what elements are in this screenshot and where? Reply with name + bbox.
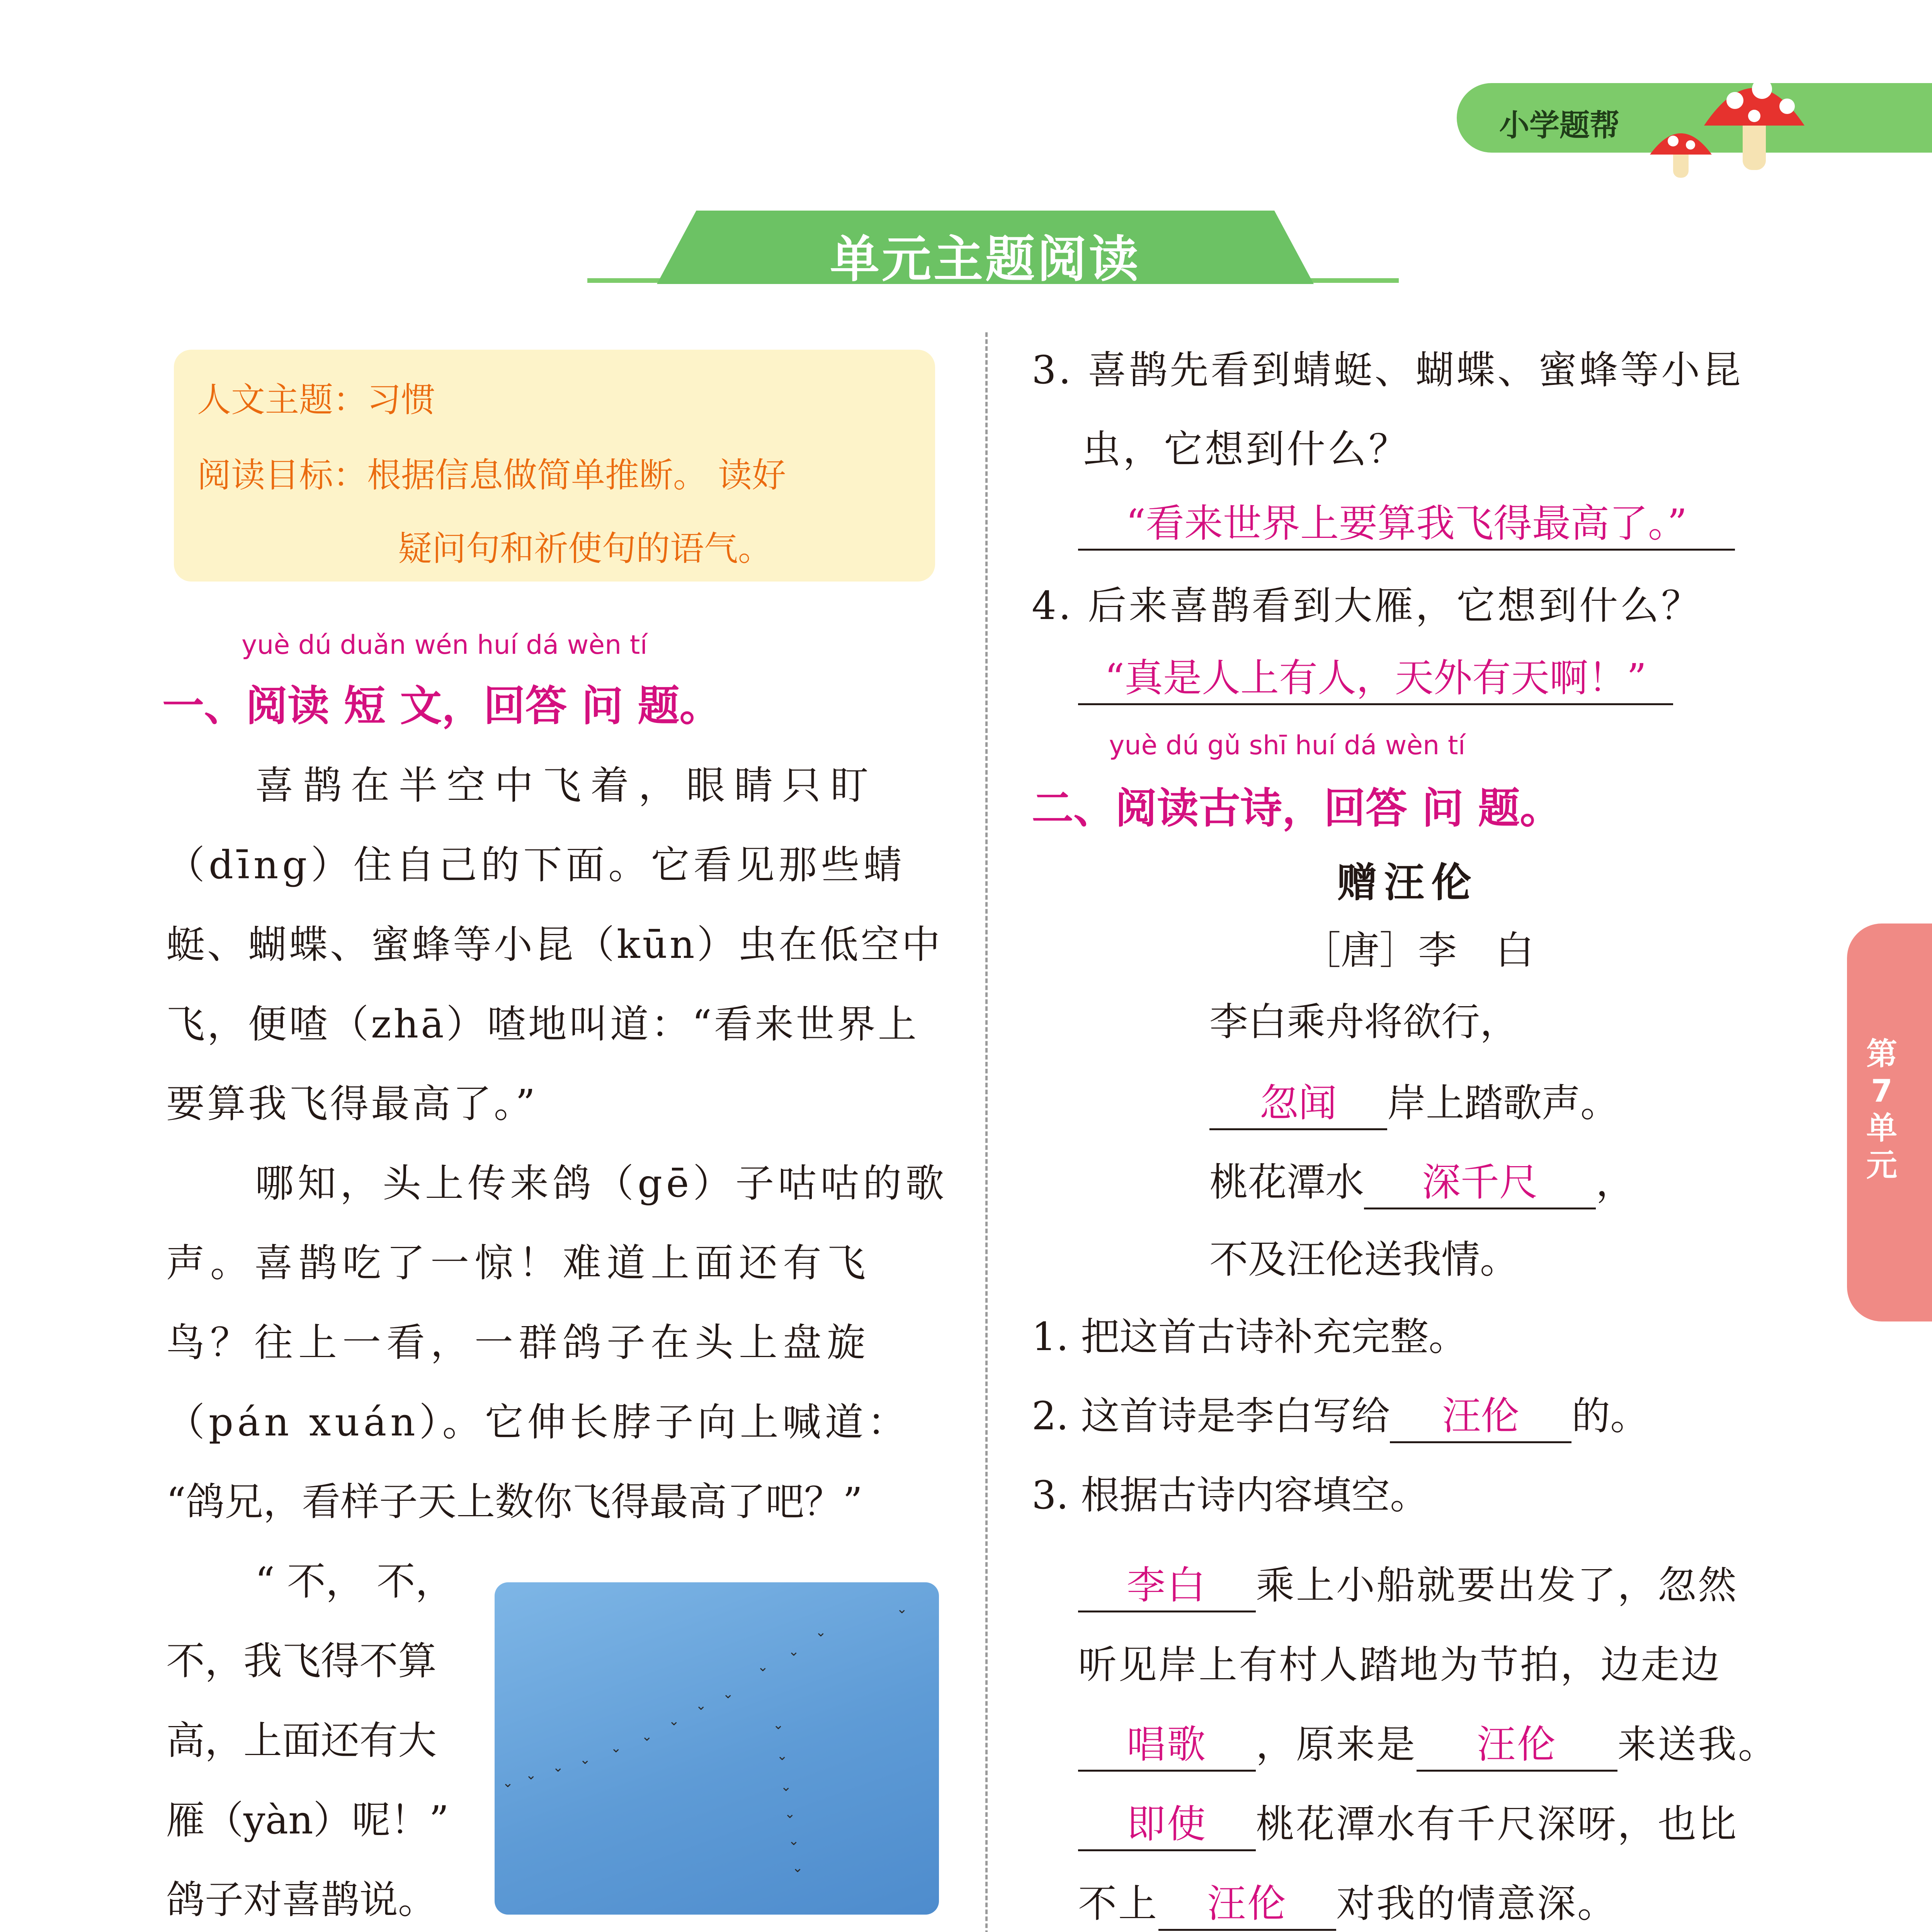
passage-line: 蜓、蝴蝶、蜜蜂等小昆（kūn）虫在低空中 [166, 922, 943, 967]
fill-text: 桃花潭水有千尺深呀，也比 [1256, 1801, 1738, 1847]
fill-answer[interactable]: 汪伦 [1417, 1719, 1617, 1772]
fill-line [1078, 1546, 1843, 1625]
svg-text:⌄: ⌄ [580, 1752, 591, 1767]
fill-text: ，原来是 [1256, 1722, 1417, 1767]
svg-text:⌄: ⌄ [773, 1717, 784, 1733]
s1-q4-answer[interactable]: “真是人上有人，天外有天啊！” [1078, 653, 1673, 705]
svg-text:⌄: ⌄ [792, 1860, 803, 1876]
passage-line: “鸽兄，看样子天上数你飞得最高了吧？” [166, 1479, 863, 1524]
fill-answer[interactable]: 唱歌 [1078, 1719, 1256, 1772]
fill-answer[interactable]: 李白 [1078, 1560, 1256, 1612]
geese-photo [495, 1582, 939, 1915]
passage-line: 鸽子对喜鹊说。 [166, 1877, 437, 1922]
unit-tab-label: 第7单元 [1866, 1036, 1897, 1183]
fill-answer[interactable]: 即使 [1078, 1799, 1256, 1851]
passage-line: 喜鹊在半空中飞着，眼睛只盯 [255, 763, 878, 808]
svg-text:⌄: ⌄ [896, 1601, 908, 1617]
svg-text:⌄: ⌄ [723, 1686, 734, 1702]
svg-text:⌄: ⌄ [553, 1760, 564, 1775]
s2-q1: 1. 把这首古诗补充完整。 [1032, 1314, 1468, 1359]
s1-q3-line2: 虫，它想到什么？ [1082, 427, 1410, 472]
poem-line2-rest: 岸上踏歌声。 [1387, 1080, 1619, 1126]
poem-line3-post: ， [1596, 1160, 1634, 1205]
s2-q2-post: 的。 [1571, 1393, 1649, 1439]
s2-fill [1078, 1546, 1843, 1932]
s2-q2-pre: 2. 这首诗是李白写给 [1032, 1393, 1390, 1439]
s2-q2-answer[interactable]: 汪伦 [1390, 1391, 1571, 1443]
s1-q3-line1: 3. 喜鹊先看到蜻蜓、蝴蝶、蜜蜂等小昆 [1032, 347, 1743, 393]
poem-blank2[interactable]: 深千尺 [1364, 1157, 1596, 1209]
poem-line4: 不及汪伦送我情。 [1209, 1237, 1519, 1282]
poem-line3 [1209, 1157, 1634, 1209]
passage-line: 雁（yàn）呢！” [166, 1798, 449, 1843]
s2-q2 [1032, 1391, 1649, 1443]
fill-text: 来送我。 [1617, 1722, 1778, 1767]
section1-heading: 一、阅读 短 文，回答 问 题。 [162, 682, 721, 730]
passage-line: 要算我飞得最高了。” [166, 1081, 538, 1126]
passage-line: “ 不， 不， [255, 1559, 454, 1604]
svg-text:⌄: ⌄ [668, 1713, 680, 1729]
passage-line: 高，上面还有大 [166, 1718, 437, 1763]
section1-pinyin: yuè dú duǎn wén huí dá wèn tí [242, 630, 648, 660]
svg-text:⌄: ⌄ [526, 1767, 537, 1783]
s2-q3: 3. 根据古诗内容填空。 [1032, 1473, 1429, 1518]
brand-name: 小学题帮 [1499, 108, 1620, 143]
fill-line [1078, 1864, 1843, 1932]
fill-answer[interactable]: 汪伦 [1158, 1879, 1336, 1931]
passage-line: 飞，便喳（zhā）喳地叫道：“看来世界上 [166, 1002, 919, 1047]
svg-text:⌄: ⌄ [784, 1806, 796, 1821]
svg-text:⌄: ⌄ [815, 1624, 827, 1640]
poem-line2 [1209, 1078, 1619, 1130]
svg-text:⌄: ⌄ [611, 1740, 622, 1756]
passage-line: 不，我飞得不算 [166, 1638, 437, 1684]
s1-q4: 4. 后来喜鹊看到大雁，它想到什么？ [1032, 583, 1702, 628]
info-goal-line1: 阅读目标：根据信息做简单推断。 读好 [197, 455, 786, 495]
section2-pinyin: yuè dú gǔ shī huí dá wèn tí [1109, 730, 1466, 761]
svg-text:⌄: ⌄ [641, 1729, 653, 1744]
poem-line1: 李白乘舟将欲行， [1209, 999, 1519, 1044]
fill-text: 乘上小船就要出发了，忽然 [1256, 1563, 1738, 1608]
poem-author: ［唐］李 白 [1302, 928, 1534, 973]
passage-line: 鸟？往上一看，一群鸽子在头上盘旋 [166, 1320, 871, 1365]
fill-text: 对我的情意深。 [1336, 1881, 1617, 1926]
s1-q3-answer[interactable]: “看来世界上要算我飞得最高了。” [1078, 498, 1735, 551]
poem-blank1[interactable]: 忽闻 [1209, 1078, 1387, 1130]
section2-heading: 二、阅读古诗，回答 问 题。 [1032, 784, 1562, 833]
mushroom-icon [1646, 58, 1808, 185]
info-goal-line2: 疑问句和祈使句的语气。 [398, 529, 772, 568]
flying-birds-icon [495, 1582, 939, 1915]
poem-line3-pre: 桃花潭水 [1209, 1160, 1364, 1205]
page-title: 单元主题阅读 [830, 231, 1141, 288]
fill-text: 不上 [1078, 1881, 1158, 1926]
column-divider [985, 332, 988, 1932]
svg-text:⌄: ⌄ [788, 1833, 799, 1849]
svg-text:⌄: ⌄ [757, 1659, 769, 1675]
poem-title: 赠汪伦 [1337, 859, 1479, 906]
passage-line: 哪知，头上传来鸽（gē）子咕咕的歌 [255, 1161, 948, 1206]
svg-text:⌄: ⌄ [696, 1698, 707, 1713]
info-theme: 人文主题：习惯 [197, 380, 435, 420]
fill-line: 听见岸上有村人踏地为节拍，边走边 [1078, 1642, 1721, 1687]
passage-line: 声。喜鹊吃了一惊！难道上面还有飞 [166, 1240, 871, 1286]
svg-text:⌄: ⌄ [788, 1644, 799, 1659]
svg-text:⌄: ⌄ [502, 1775, 514, 1791]
passage-line: （dīng）住自己的下面。它看见那些蜻 [166, 842, 906, 888]
fill-line [1078, 1784, 1843, 1864]
svg-text:⌄: ⌄ [781, 1779, 792, 1794]
svg-text:⌄: ⌄ [777, 1748, 788, 1764]
fill-line [1078, 1705, 1843, 1784]
passage-line: （pán xuán）。它伸长脖子向上喊道： [166, 1400, 910, 1445]
